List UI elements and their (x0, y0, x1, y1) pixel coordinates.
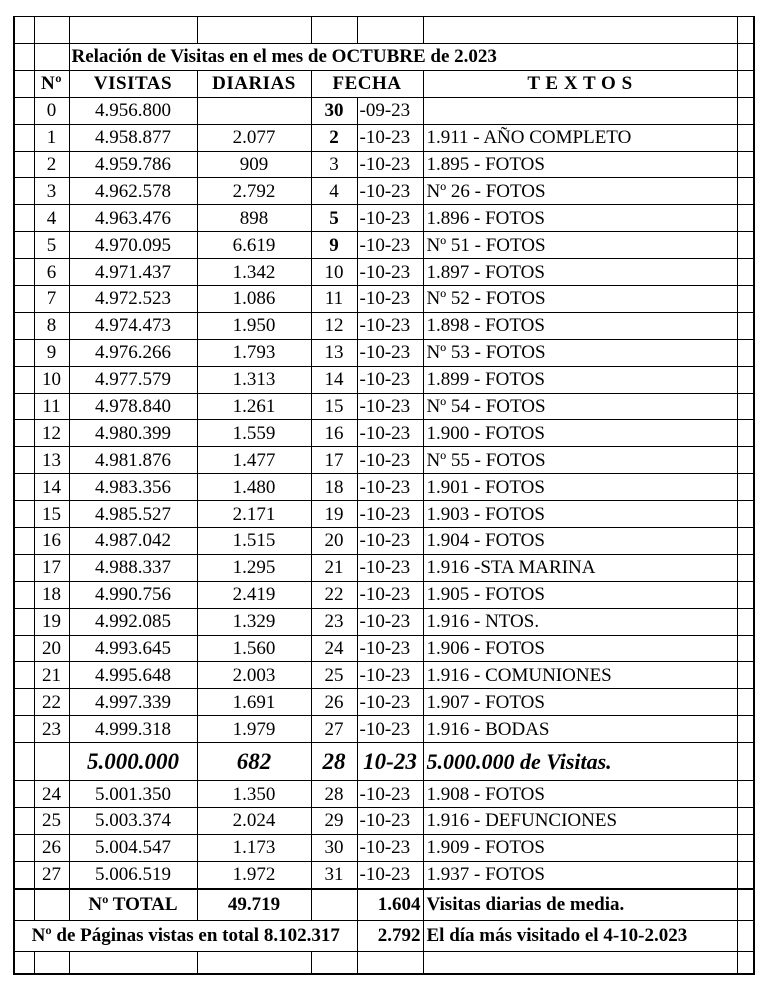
daily-cell: 6.619 (197, 232, 311, 259)
table-row (14, 312, 754, 339)
visits-cell: 4.959.786 (69, 151, 197, 178)
date-day-cell: 9 (311, 232, 357, 259)
text-cell: 1.908 - FOTOS (423, 781, 737, 808)
title-row (14, 44, 754, 71)
margin-cell (737, 743, 754, 781)
visits-cell: 4.987.042 (69, 528, 197, 555)
text-cell: Nº 54 - FOTOS (423, 393, 737, 420)
date-month-cell: -10-23 (357, 312, 423, 339)
total-empty (34, 889, 69, 921)
visits-cell: 4.972.523 (69, 286, 197, 313)
date-day-cell: 22 (311, 581, 357, 608)
text-cell: 1.903 - FOTOS (423, 501, 737, 528)
margin-cell (737, 259, 754, 286)
visits-cell: 4.981.876 (69, 447, 197, 474)
visits-cell: 4.978.840 (69, 393, 197, 420)
row-number: 0 (34, 97, 69, 124)
date-month-cell: -10-23 (357, 834, 423, 861)
text-cell: 1.937 - FOTOS (423, 861, 737, 888)
margin-cell (14, 781, 34, 808)
row-number: 22 (34, 689, 69, 716)
margin-cell (737, 366, 754, 393)
visits-cell: 4.963.476 (69, 205, 197, 232)
daily-cell: 1.342 (197, 259, 311, 286)
margin-cell (737, 808, 754, 835)
visits-cell: 4.990.756 (69, 581, 197, 608)
date-month-cell: -09-23 (357, 97, 423, 124)
daily-cell: 1.950 (197, 312, 311, 339)
date-month-cell: -10-23 (357, 808, 423, 835)
row-number: 27 (34, 861, 69, 888)
date-day-cell: 28 (311, 781, 357, 808)
visits-cell: 4.983.356 (69, 474, 197, 501)
blank-cell (69, 951, 197, 974)
row-number: 21 (34, 662, 69, 689)
margin-cell (14, 393, 34, 420)
text-cell: 1.905 - FOTOS (423, 581, 737, 608)
text-cell: 1.916 -STA MARINA (423, 554, 737, 581)
margin-cell (737, 151, 754, 178)
daily-cell: 898 (197, 205, 311, 232)
table-row (14, 554, 754, 581)
date-day-cell: 16 (311, 420, 357, 447)
date-day-cell: 2 (311, 124, 357, 151)
margin-cell (737, 635, 754, 662)
table-row (14, 232, 754, 259)
margin-cell (737, 834, 754, 861)
blank-cell (357, 951, 423, 974)
text-cell: 1.906 - FOTOS (423, 635, 737, 662)
blank-cell (737, 951, 754, 974)
table-row (14, 259, 754, 286)
daily-cell: 909 (197, 151, 311, 178)
blank-cell (423, 951, 737, 974)
text-cell: 1.916 - BODAS (423, 716, 737, 743)
margin-cell (737, 232, 754, 259)
table-row (14, 474, 754, 501)
date-month-cell: -10-23 (357, 716, 423, 743)
row-number: 24 (34, 781, 69, 808)
date-day-cell: 31 (311, 861, 357, 888)
table-row (14, 581, 754, 608)
margin-cell (737, 205, 754, 232)
date-day-cell: 29 (311, 808, 357, 835)
row-number: 14 (34, 474, 69, 501)
table-row (14, 205, 754, 232)
date-month-cell: -10-23 (357, 232, 423, 259)
table-row (14, 635, 754, 662)
date-month-cell: -10-23 (357, 286, 423, 313)
date-day-cell: 20 (311, 528, 357, 555)
margin-cell (14, 834, 34, 861)
milestone-visits: 5.000.000 (69, 743, 197, 781)
row-number: 5 (34, 232, 69, 259)
margin-cell (14, 635, 34, 662)
margin-cell (14, 501, 34, 528)
margin-cell (737, 420, 754, 447)
visits-cell: 4.976.266 (69, 339, 197, 366)
visits-cell: 4.956.800 (69, 97, 197, 124)
row-number: 12 (34, 420, 69, 447)
average-text: Visitas diarias de media. (423, 889, 737, 921)
table-row (14, 366, 754, 393)
daily-cell: 1.691 (197, 689, 311, 716)
margin-cell (14, 97, 34, 124)
margin-cell (737, 97, 754, 124)
margin-cell (14, 808, 34, 835)
text-cell: 1.897 - FOTOS (423, 259, 737, 286)
row-number: 2 (34, 151, 69, 178)
blank-top-row (14, 17, 754, 44)
table-row (14, 151, 754, 178)
daily-cell: 1.329 (197, 608, 311, 635)
row-number: 6 (34, 259, 69, 286)
row-number: 11 (34, 393, 69, 420)
row-number: 15 (34, 501, 69, 528)
daily-cell: 2.792 (197, 178, 311, 205)
margin-cell (737, 528, 754, 555)
date-month-cell: -10-23 (357, 151, 423, 178)
table-row (14, 662, 754, 689)
row-number: 26 (34, 834, 69, 861)
daily-cell: 1.559 (197, 420, 311, 447)
visits-cell: 5.004.547 (69, 834, 197, 861)
date-month-cell: -10-23 (357, 689, 423, 716)
margin-cell (14, 232, 34, 259)
text-cell: 1.900 - FOTOS (423, 420, 737, 447)
visits-cell: 5.006.519 (69, 861, 197, 888)
date-day-cell: 18 (311, 474, 357, 501)
date-day-cell: 23 (311, 608, 357, 635)
margin-cell (14, 474, 34, 501)
margin-cell (14, 259, 34, 286)
date-month-cell: -10-23 (357, 554, 423, 581)
date-day-cell: 30 (311, 834, 357, 861)
visits-cell: 4.962.578 (69, 178, 197, 205)
milestone-row (14, 743, 754, 781)
margin-cell (737, 501, 754, 528)
sheet-title: Relación de Visitas en el mes de OCTUBRE de 2.023 (69, 44, 737, 71)
text-cell: Nº 51 - FOTOS (423, 232, 737, 259)
header-fecha: FECHA (311, 70, 423, 97)
daily-cell: 2.419 (197, 581, 311, 608)
date-month-cell: -10-23 (357, 259, 423, 286)
text-cell: 1.904 - FOTOS (423, 528, 737, 555)
margin-cell (14, 528, 34, 555)
max-day-value: 2.792 (357, 920, 423, 951)
milestone-text: 5.000.000 de Visitas. (423, 743, 737, 781)
margin-cell (737, 286, 754, 313)
blank-bottom-row (14, 951, 754, 974)
date-month-cell: -10-23 (357, 366, 423, 393)
row-number: 8 (34, 312, 69, 339)
margin-cell (737, 474, 754, 501)
date-month-cell: -10-23 (357, 205, 423, 232)
table-row (14, 501, 754, 528)
daily-cell (197, 97, 311, 124)
date-day-cell: 30 (311, 97, 357, 124)
date-month-cell: -10-23 (357, 581, 423, 608)
margin-cell (737, 554, 754, 581)
margin-cell (14, 608, 34, 635)
margin-cell (14, 205, 34, 232)
date-month-cell: -10-23 (357, 528, 423, 555)
text-cell: 1.896 - FOTOS (423, 205, 737, 232)
pages-row (14, 920, 754, 951)
margin-cell (737, 124, 754, 151)
daily-cell: 1.972 (197, 861, 311, 888)
date-month-cell: -10-23 (357, 635, 423, 662)
text-cell: 1.916 - COMUNIONES (423, 662, 737, 689)
row-number: 18 (34, 581, 69, 608)
date-month-cell: -10-23 (357, 339, 423, 366)
margin-cell (737, 920, 754, 951)
table-row (14, 393, 754, 420)
total-empty (311, 889, 357, 921)
date-month-cell: -10-23 (357, 662, 423, 689)
date-month-cell: -10-23 (357, 447, 423, 474)
table-row (14, 716, 754, 743)
daily-cell: 2.003 (197, 662, 311, 689)
row-number: 17 (34, 554, 69, 581)
daily-cell: 1.793 (197, 339, 311, 366)
daily-cell: 1.173 (197, 834, 311, 861)
date-day-cell: 17 (311, 447, 357, 474)
margin-cell (737, 339, 754, 366)
margin-cell (737, 447, 754, 474)
blank-cell (197, 951, 311, 974)
text-cell: Nº 26 - FOTOS (423, 178, 737, 205)
blank-cell (14, 951, 34, 974)
date-day-cell: 5 (311, 205, 357, 232)
daily-cell: 1.515 (197, 528, 311, 555)
date-day-cell: 15 (311, 393, 357, 420)
visits-cell: 4.995.648 (69, 662, 197, 689)
visits-cell: 4.992.085 (69, 608, 197, 635)
row-number: 10 (34, 366, 69, 393)
daily-cell: 1.295 (197, 554, 311, 581)
date-month-cell: -10-23 (357, 608, 423, 635)
date-month-cell: -10-23 (357, 124, 423, 151)
date-month-cell: -10-23 (357, 501, 423, 528)
daily-cell: 1.560 (197, 635, 311, 662)
margin-cell (14, 366, 34, 393)
table-row (14, 178, 754, 205)
margin-cell (737, 581, 754, 608)
header-textos: T E X T O S (423, 70, 737, 97)
header-row (14, 70, 754, 97)
visits-cell: 5.001.350 (69, 781, 197, 808)
table-row (14, 608, 754, 635)
row-number: 25 (34, 808, 69, 835)
margin-cell (737, 178, 754, 205)
visits-cell: 4.971.437 (69, 259, 197, 286)
table-row (14, 124, 754, 151)
row-number: 19 (34, 608, 69, 635)
text-cell: Nº 55 - FOTOS (423, 447, 737, 474)
margin-cell (14, 662, 34, 689)
margin-cell (737, 861, 754, 888)
date-day-cell: 21 (311, 554, 357, 581)
margin-cell (14, 889, 34, 921)
margin-cell (14, 861, 34, 888)
date-day-cell: 12 (311, 312, 357, 339)
date-day-cell: 10 (311, 259, 357, 286)
margin-cell (737, 608, 754, 635)
margin-cell (737, 716, 754, 743)
text-cell (423, 97, 737, 124)
total-label: Nº TOTAL (69, 889, 197, 921)
max-day-text: El día más visitado el 4-10-2.023 (423, 920, 737, 951)
daily-cell: 1.477 (197, 447, 311, 474)
pages-total-label: Nº de Páginas vistas en total 8.102.317 (14, 920, 357, 951)
margin-cell (14, 312, 34, 339)
table-row (14, 97, 754, 124)
visits-table (13, 16, 755, 975)
margin-cell (14, 178, 34, 205)
visits-cell: 4.970.095 (69, 232, 197, 259)
date-day-cell: 11 (311, 286, 357, 313)
milestone-empty (34, 743, 69, 781)
visits-cell: 4.980.399 (69, 420, 197, 447)
text-cell: 1.911 - AÑO COMPLETO (423, 124, 737, 151)
row-number: 23 (34, 716, 69, 743)
header-num: Nº (34, 70, 69, 97)
margin-cell (14, 420, 34, 447)
table-row (14, 420, 754, 447)
margin-cell (14, 716, 34, 743)
date-day-cell: 24 (311, 635, 357, 662)
average-value: 1.604 (357, 889, 423, 921)
header-diarias: DIARIAS (197, 70, 311, 97)
header-visitas: VISITAS (69, 70, 197, 97)
daily-cell: 1.979 (197, 716, 311, 743)
row-number: 20 (34, 635, 69, 662)
visits-cell: 4.993.645 (69, 635, 197, 662)
visits-cell: 4.988.337 (69, 554, 197, 581)
daily-cell: 1.313 (197, 366, 311, 393)
margin-cell (14, 151, 34, 178)
row-number: 3 (34, 178, 69, 205)
date-month-cell: -10-23 (357, 393, 423, 420)
visits-cell: 4.997.339 (69, 689, 197, 716)
date-day-cell: 25 (311, 662, 357, 689)
date-day-cell: 27 (311, 716, 357, 743)
text-cell: 1.898 - FOTOS (423, 312, 737, 339)
margin-cell (737, 312, 754, 339)
table-row (14, 447, 754, 474)
visits-cell: 4.977.579 (69, 366, 197, 393)
table-row (14, 286, 754, 313)
daily-cell: 1.261 (197, 393, 311, 420)
margin-cell (14, 581, 34, 608)
table-row (14, 861, 754, 888)
date-day-cell: 13 (311, 339, 357, 366)
margin-cell (14, 689, 34, 716)
total-row (14, 889, 754, 921)
text-cell: 1.901 - FOTOS (423, 474, 737, 501)
visits-cell: 4.958.877 (69, 124, 197, 151)
text-cell: 1.899 - FOTOS (423, 366, 737, 393)
total-daily: 49.719 (197, 889, 311, 921)
milestone-day: 28 (311, 743, 357, 781)
margin-cell (737, 781, 754, 808)
milestone-month: 10-23 (357, 743, 423, 781)
table-row (14, 528, 754, 555)
visits-sheet (13, 16, 753, 975)
blank-cell (311, 951, 357, 974)
date-month-cell: -10-23 (357, 420, 423, 447)
table-row (14, 689, 754, 716)
date-month-cell: -10-23 (357, 781, 423, 808)
daily-cell: 2.024 (197, 808, 311, 835)
visits-cell: 5.003.374 (69, 808, 197, 835)
daily-cell: 1.480 (197, 474, 311, 501)
date-day-cell: 14 (311, 366, 357, 393)
date-month-cell: -10-23 (357, 861, 423, 888)
daily-cell: 1.350 (197, 781, 311, 808)
milestone-daily: 682 (197, 743, 311, 781)
row-number: 1 (34, 124, 69, 151)
margin-cell (737, 662, 754, 689)
text-cell: 1.916 - NTOS. (423, 608, 737, 635)
table-row (14, 834, 754, 861)
margin-cell (14, 743, 34, 781)
blank-cell (34, 951, 69, 974)
date-day-cell: 26 (311, 689, 357, 716)
margin-cell (737, 393, 754, 420)
date-day-cell: 19 (311, 501, 357, 528)
date-day-cell: 3 (311, 151, 357, 178)
margin-cell (14, 124, 34, 151)
table-row (14, 781, 754, 808)
daily-cell: 1.086 (197, 286, 311, 313)
text-cell: 1.916 - DEFUNCIONES (423, 808, 737, 835)
text-cell: 1.895 - FOTOS (423, 151, 737, 178)
row-number: 13 (34, 447, 69, 474)
visits-cell: 4.999.318 (69, 716, 197, 743)
text-cell: Nº 53 - FOTOS (423, 339, 737, 366)
daily-cell: 2.077 (197, 124, 311, 151)
row-number: 16 (34, 528, 69, 555)
text-cell: 1.907 - FOTOS (423, 689, 737, 716)
margin-cell (737, 889, 754, 921)
margin-cell (14, 447, 34, 474)
daily-cell: 2.171 (197, 501, 311, 528)
row-number: 4 (34, 205, 69, 232)
text-cell: 1.909 - FOTOS (423, 834, 737, 861)
table-row (14, 339, 754, 366)
row-number: 9 (34, 339, 69, 366)
table-row (14, 808, 754, 835)
visits-cell: 4.974.473 (69, 312, 197, 339)
row-number: 7 (34, 286, 69, 313)
date-month-cell: -10-23 (357, 474, 423, 501)
text-cell: Nº 52 - FOTOS (423, 286, 737, 313)
margin-cell (14, 554, 34, 581)
margin-cell (14, 286, 34, 313)
date-month-cell: -10-23 (357, 178, 423, 205)
date-day-cell: 4 (311, 178, 357, 205)
margin-cell (737, 689, 754, 716)
margin-cell (14, 339, 34, 366)
visits-cell: 4.985.527 (69, 501, 197, 528)
